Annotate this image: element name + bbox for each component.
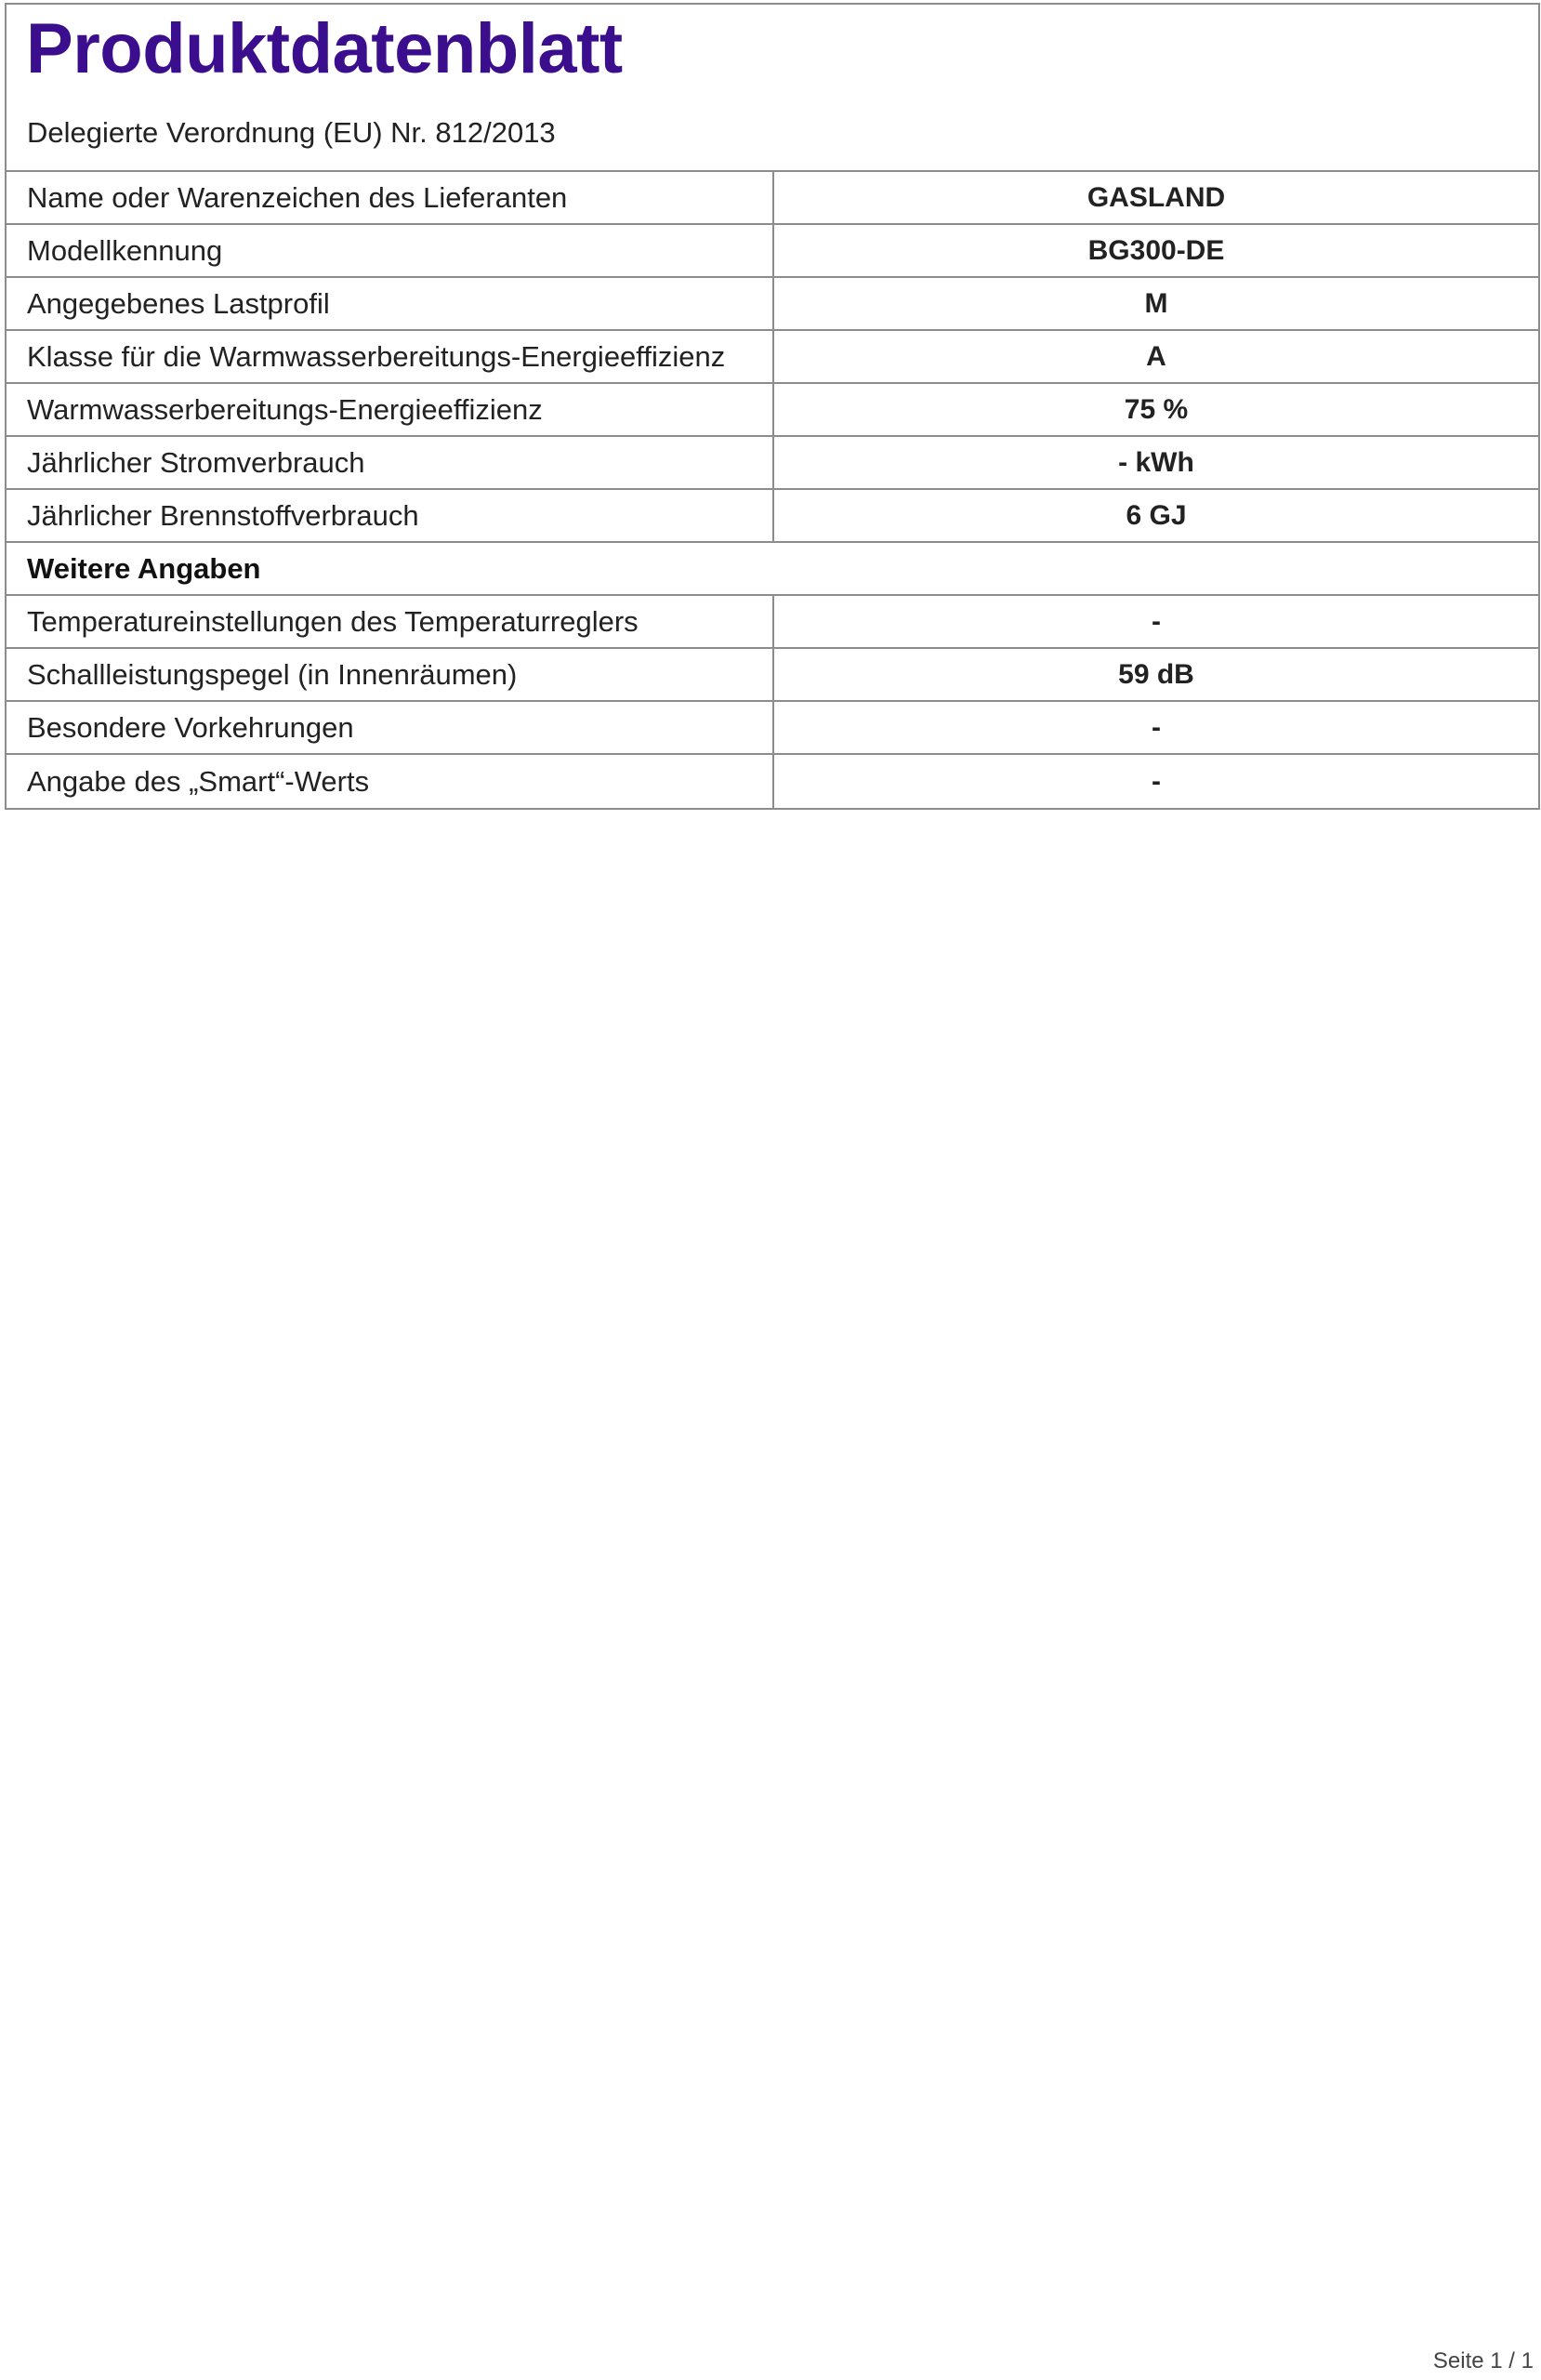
row-label: Angegebenes Lastprofil: [7, 278, 774, 329]
row-value: -: [1152, 605, 1161, 637]
row-label: Angabe des „Smart“-Werts: [7, 755, 774, 808]
row-label: Jährlicher Stromverbrauch: [7, 437, 774, 488]
row-value: BG300-DE: [1087, 234, 1225, 266]
table-row: [7, 649, 1538, 702]
row-label: Besondere Vorkehrungen: [7, 702, 774, 753]
row-value: -: [1152, 711, 1161, 743]
table-row: [7, 384, 1538, 437]
page-title: Produktdatenblatt: [26, 9, 623, 88]
row-value: GASLAND: [1087, 181, 1226, 213]
table-row: [7, 225, 1538, 278]
product-data-sheet: [5, 3, 1540, 810]
table-row: [7, 490, 1538, 543]
table-row: [7, 702, 1538, 755]
row-value: A: [1146, 340, 1166, 372]
row-label: Name oder Warenzeichen des Lieferanten: [7, 172, 774, 223]
row-value: 6 GJ: [1126, 499, 1187, 531]
row-value: - kWh: [1118, 446, 1194, 478]
row-label: Jährlicher Brennstoffverbrauch: [7, 490, 774, 541]
row-label: Klasse für die Warmwasserbereitungs-Energieeffizienz: [7, 331, 774, 382]
table-row: [7, 278, 1538, 331]
table-row: [7, 596, 1538, 649]
row-label: Schallleistungspegel (in Innenräumen): [7, 649, 774, 700]
row-value: M: [1144, 287, 1168, 319]
row-value: 59 dB: [1118, 658, 1194, 690]
table-row: [7, 172, 1538, 225]
table-row: [7, 755, 1538, 808]
row-value: -: [1152, 765, 1161, 797]
row-label: Warmwasserbereitungs-Energieeffizienz: [7, 384, 774, 435]
table-row: [7, 437, 1538, 490]
row-label: Modellkennung: [7, 225, 774, 276]
section-heading: Weitere Angaben: [27, 551, 261, 585]
table-row: [7, 331, 1538, 384]
row-label: Temperatureinstellungen des Temperaturreglers: [7, 596, 774, 647]
row-value: 75 %: [1124, 393, 1189, 425]
page-number: Seite 1 / 1: [1432, 2348, 1534, 2373]
sheet-header: [7, 5, 1538, 172]
section-heading-row: [7, 543, 1538, 596]
regulation-subtitle: Delegierte Verordnung (EU) Nr. 812/2013: [27, 116, 556, 149]
